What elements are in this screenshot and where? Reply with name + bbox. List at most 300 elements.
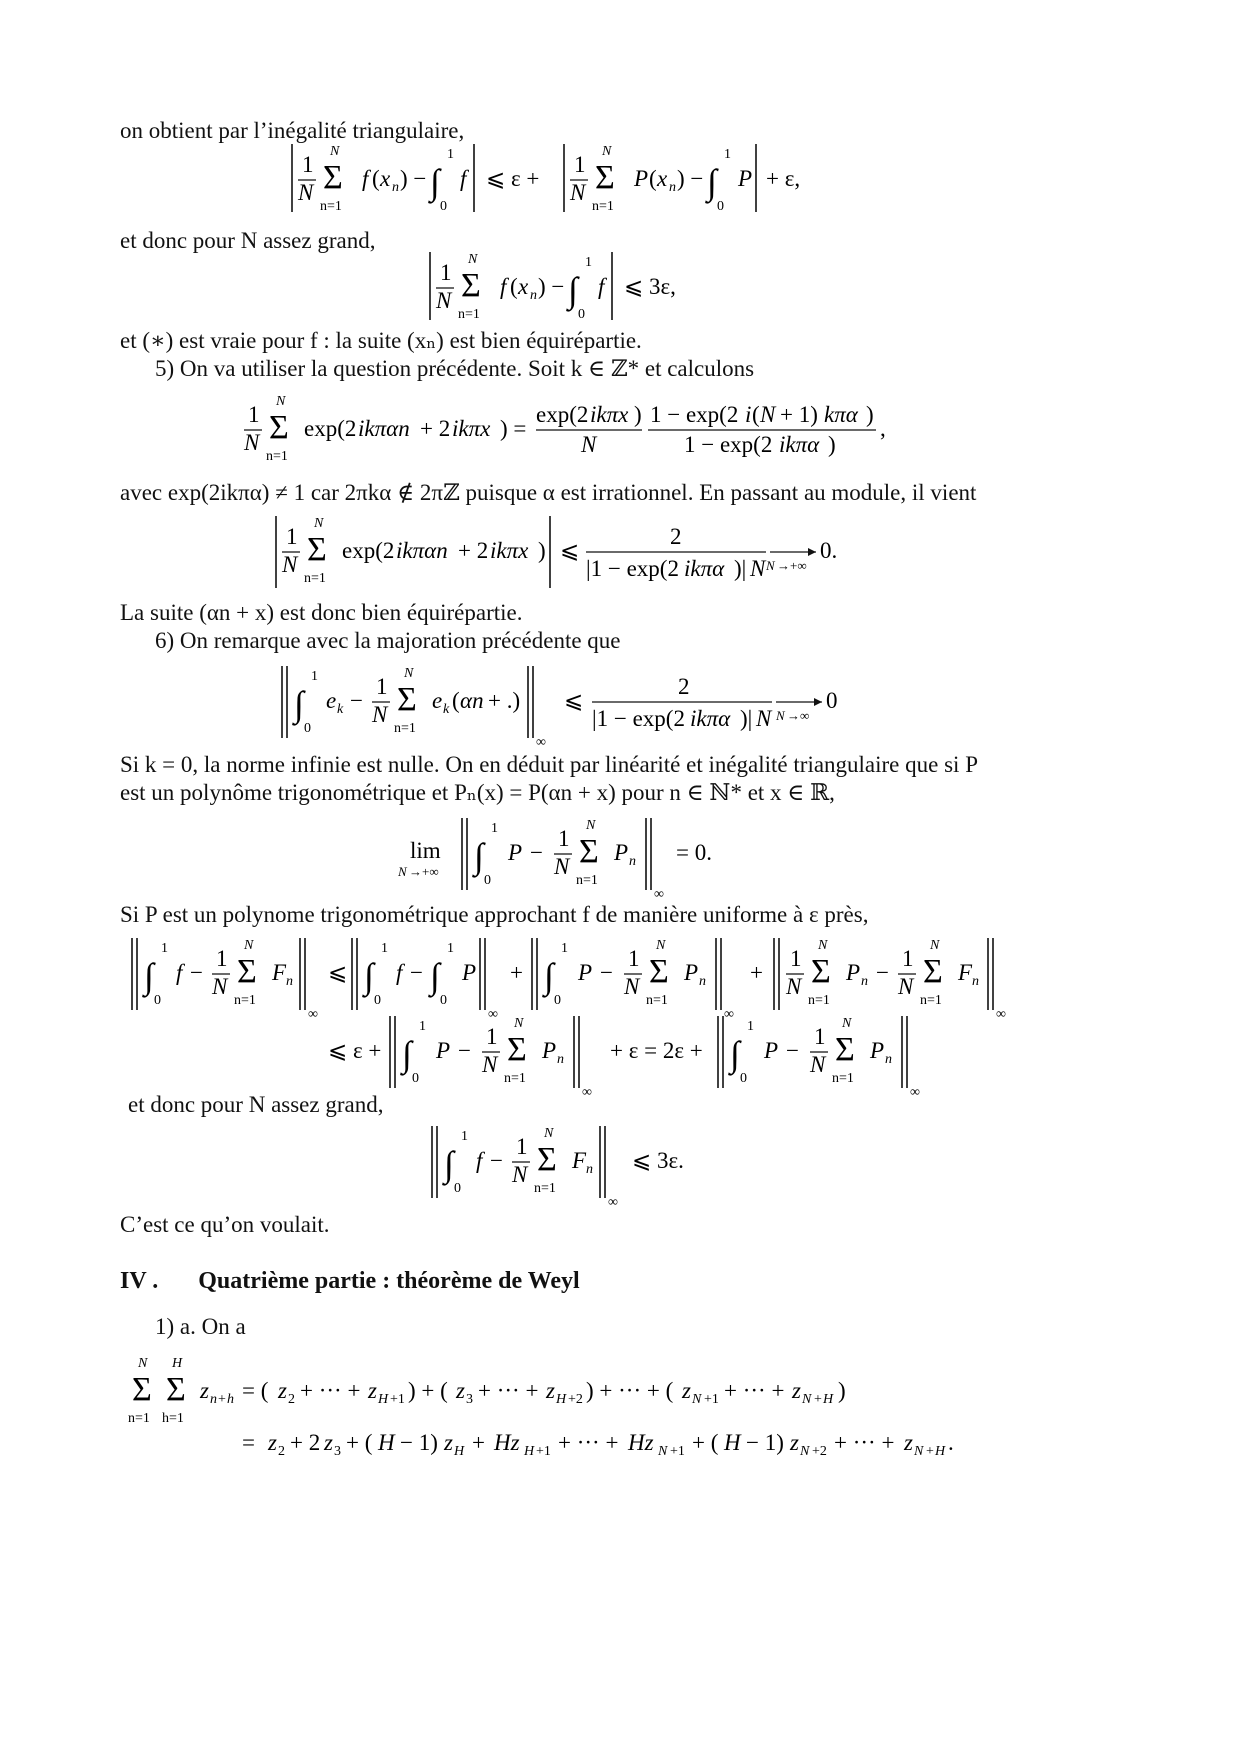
svg-text:1: 1 bbox=[790, 946, 802, 971]
svg-text:N: N bbox=[766, 558, 775, 573]
svg-text:): ) bbox=[838, 1378, 846, 1403]
svg-text:⩽: ⩽ bbox=[564, 688, 584, 713]
svg-text:Σ: Σ bbox=[461, 267, 481, 304]
svg-text:1: 1 bbox=[447, 941, 454, 956]
svg-text:+ ··· +: + ··· + bbox=[834, 1430, 895, 1455]
svg-text:1: 1 bbox=[628, 946, 640, 971]
section-heading bbox=[120, 1268, 580, 1295]
section-title: Quatrième partie : théorème de Weyl bbox=[198, 1268, 580, 1294]
svg-text:1: 1 bbox=[724, 147, 731, 162]
svg-text:N: N bbox=[554, 854, 570, 879]
svg-text:N: N bbox=[276, 394, 286, 409]
svg-text:P: P bbox=[508, 840, 523, 865]
svg-text:+ 2: + 2 bbox=[290, 1430, 321, 1455]
svg-text:→∞: →∞ bbox=[787, 708, 810, 723]
svg-text:+1: +1 bbox=[536, 1444, 551, 1459]
svg-text:N: N bbox=[658, 1444, 668, 1459]
svg-text:P: P bbox=[738, 166, 753, 191]
svg-text:1: 1 bbox=[516, 1134, 528, 1159]
svg-text:N: N bbox=[138, 1356, 148, 1371]
svg-text:Σ: Σ bbox=[132, 1371, 152, 1408]
svg-text:0: 0 bbox=[440, 993, 447, 1008]
svg-text:−: − bbox=[490, 1148, 503, 1173]
equation-modulus-bound bbox=[272, 510, 892, 594]
svg-text:ikπα: ikπα bbox=[684, 556, 725, 581]
svg-text:): ) bbox=[866, 402, 874, 427]
svg-text:n: n bbox=[586, 1162, 593, 1177]
svg-text:−: − bbox=[458, 1038, 471, 1063]
svg-text:⩽ 3ε.: ⩽ 3ε. bbox=[632, 1148, 684, 1173]
svg-text:P: P bbox=[870, 1038, 885, 1063]
svg-text:z: z bbox=[904, 1430, 913, 1455]
svg-text:N: N bbox=[570, 180, 586, 205]
svg-text:N: N bbox=[800, 1444, 810, 1459]
svg-text:N: N bbox=[818, 938, 828, 953]
svg-text:Σ: Σ bbox=[269, 409, 289, 446]
svg-text:n: n bbox=[629, 854, 636, 869]
svg-text:+ 2: + 2 bbox=[420, 416, 451, 441]
svg-text:f: f bbox=[476, 1148, 483, 1173]
paragraph-text: C’est ce qu’on voulait. bbox=[120, 1212, 330, 1237]
svg-text:f: f bbox=[396, 960, 403, 985]
svg-text:z: z bbox=[682, 1378, 691, 1403]
svg-text:0: 0 bbox=[374, 993, 381, 1008]
equation-limit bbox=[398, 812, 758, 904]
svg-text:z: z bbox=[444, 1430, 453, 1455]
svg-text:exp(2: exp(2 bbox=[342, 538, 395, 563]
svg-text:⩽ ε +: ⩽ ε + bbox=[486, 166, 540, 191]
svg-text:∞: ∞ bbox=[582, 1085, 592, 1100]
svg-text:n=1: n=1 bbox=[128, 1411, 150, 1426]
svg-text:n=1: n=1 bbox=[832, 1071, 854, 1086]
svg-text:|1 − exp(2: |1 − exp(2 bbox=[586, 556, 679, 581]
svg-text:∫: ∫ bbox=[444, 1144, 454, 1184]
paragraph-text: avec exp(2ikπα) ≠ 1 car 2πkα ∉ 2πℤ puisque α est irrationnel. En passant au module, il vient bbox=[120, 480, 977, 505]
svg-text:H: H bbox=[724, 1430, 741, 1455]
svg-text:∫: ∫ bbox=[544, 956, 554, 996]
svg-text:Σ: Σ bbox=[397, 681, 417, 718]
svg-text:∫: ∫ bbox=[568, 270, 578, 310]
svg-text:1: 1 bbox=[814, 1024, 826, 1049]
svg-text:n: n bbox=[286, 974, 293, 989]
svg-text:N: N bbox=[398, 864, 407, 879]
svg-text:): ) bbox=[634, 402, 642, 427]
svg-text:−: − bbox=[530, 840, 543, 865]
svg-text:ikπαn: ikπαn bbox=[396, 538, 448, 563]
svg-text:Σ: Σ bbox=[835, 1031, 855, 1068]
svg-text:N: N bbox=[776, 708, 785, 723]
svg-text:P: P bbox=[684, 960, 699, 985]
svg-text:0: 0 bbox=[717, 199, 724, 214]
svg-text:−: − bbox=[190, 960, 203, 985]
svg-text:∞: ∞ bbox=[536, 735, 546, 750]
svg-text:z: z bbox=[456, 1378, 465, 1403]
svg-text:(: ( bbox=[372, 166, 380, 191]
svg-text:⩽: ⩽ bbox=[328, 960, 348, 985]
svg-text:H: H bbox=[172, 1356, 183, 1371]
svg-text:3: 3 bbox=[334, 1444, 341, 1459]
equation-triangle-inequality bbox=[280, 138, 840, 218]
svg-text:)|: )| bbox=[740, 706, 753, 731]
svg-text:n: n bbox=[557, 1052, 564, 1067]
equation-geometric-sum bbox=[238, 388, 998, 468]
svg-text:∫: ∫ bbox=[707, 162, 717, 202]
svg-text:N: N bbox=[930, 938, 940, 953]
svg-text:+ .): + .) bbox=[488, 688, 521, 713]
svg-text:N: N bbox=[656, 938, 666, 953]
svg-text:Σ: Σ bbox=[579, 833, 599, 870]
svg-text:lim: lim bbox=[410, 838, 441, 863]
svg-text:z: z bbox=[324, 1430, 333, 1455]
svg-text:1 − exp(2: 1 − exp(2 bbox=[650, 402, 739, 427]
svg-text:∞: ∞ bbox=[488, 1007, 498, 1022]
svg-text:Σ: Σ bbox=[923, 953, 943, 990]
svg-text:Hz: Hz bbox=[628, 1430, 654, 1455]
svg-text:1: 1 bbox=[558, 826, 570, 851]
svg-text:n=1: n=1 bbox=[504, 1071, 526, 1086]
svg-text:= (: = ( bbox=[242, 1378, 269, 1403]
svg-text:∞: ∞ bbox=[996, 1007, 1006, 1022]
svg-text:+2: +2 bbox=[812, 1444, 827, 1459]
svg-text:n=1: n=1 bbox=[320, 199, 342, 214]
svg-text:N: N bbox=[244, 938, 254, 953]
svg-text:2: 2 bbox=[278, 1444, 285, 1459]
svg-text:−: − bbox=[350, 688, 363, 713]
svg-text:1: 1 bbox=[302, 152, 314, 177]
paragraph-text: et donc pour N assez grand, bbox=[120, 228, 376, 253]
svg-text:⩽ 3ε,: ⩽ 3ε, bbox=[624, 274, 676, 299]
svg-text:∫: ∫ bbox=[294, 684, 304, 724]
svg-text:− 1): − 1) bbox=[746, 1430, 784, 1455]
svg-text:∫: ∫ bbox=[730, 1034, 740, 1074]
svg-text:= 0.: = 0. bbox=[676, 840, 712, 865]
svg-text:h=1: h=1 bbox=[162, 1411, 184, 1426]
svg-text:z: z bbox=[268, 1430, 277, 1455]
svg-text:H: H bbox=[556, 1392, 567, 1407]
svg-text:N: N bbox=[692, 1392, 702, 1407]
svg-text:∫: ∫ bbox=[430, 162, 440, 202]
svg-text:exp(2: exp(2 bbox=[536, 402, 589, 427]
svg-text:e: e bbox=[326, 688, 337, 713]
paragraph-text: Si k = 0, la norme infinie est nulle. On en déduit par linéarité et inégalité triangulaire que si P bbox=[120, 752, 978, 777]
svg-text:,: , bbox=[880, 416, 886, 441]
svg-text:1: 1 bbox=[585, 255, 592, 270]
svg-text:z: z bbox=[546, 1378, 555, 1403]
svg-text:n: n bbox=[530, 288, 537, 303]
svg-text:Σ: Σ bbox=[507, 1031, 527, 1068]
svg-text:P: P bbox=[846, 960, 861, 985]
svg-text:Σ: Σ bbox=[595, 159, 615, 196]
svg-text:) −: ) − bbox=[677, 166, 704, 191]
svg-text:+: + bbox=[926, 1444, 934, 1459]
svg-text:)|: )| bbox=[734, 556, 747, 581]
svg-text:z: z bbox=[278, 1378, 287, 1403]
svg-text:N: N bbox=[581, 432, 597, 457]
svg-text:P: P bbox=[462, 960, 477, 985]
equation-bound-3eps bbox=[418, 246, 718, 326]
svg-text:∞: ∞ bbox=[608, 1195, 618, 1210]
svg-text:1: 1 bbox=[248, 402, 260, 427]
svg-text:3: 3 bbox=[466, 1392, 473, 1407]
svg-text:0: 0 bbox=[484, 873, 491, 888]
svg-text:h: h bbox=[227, 1392, 234, 1407]
svg-text:1: 1 bbox=[381, 941, 388, 956]
svg-text:N: N bbox=[372, 702, 388, 727]
svg-text:Σ: Σ bbox=[237, 953, 257, 990]
svg-text:P: P bbox=[578, 960, 593, 985]
paragraph-text: 6) On remarque avec la majoration précédente que bbox=[155, 628, 621, 653]
paragraph-text: et (∗) est vraie pour f : la suite (xₙ) est bien équirépartie. bbox=[120, 328, 642, 353]
svg-text:N: N bbox=[314, 516, 324, 531]
svg-text:N: N bbox=[586, 818, 596, 833]
svg-text:n=1: n=1 bbox=[576, 873, 598, 888]
paragraph-text: La suite (αn + x) est donc bien équirépartie. bbox=[120, 600, 523, 625]
svg-text:1: 1 bbox=[486, 1024, 498, 1049]
svg-text:∫: ∫ bbox=[430, 956, 440, 996]
svg-text:N: N bbox=[544, 1126, 554, 1141]
svg-text:0: 0 bbox=[826, 688, 838, 713]
svg-text:f: f bbox=[598, 274, 605, 299]
svg-text:+: + bbox=[814, 1392, 822, 1407]
svg-text:N: N bbox=[602, 144, 612, 159]
svg-text:+ ··· +: + ··· + bbox=[478, 1378, 539, 1403]
svg-text:1: 1 bbox=[461, 1129, 468, 1144]
svg-text:N: N bbox=[842, 1016, 852, 1031]
svg-text:+: + bbox=[472, 1430, 485, 1455]
svg-text:1: 1 bbox=[216, 946, 228, 971]
svg-text:+ ··· +: + ··· + bbox=[300, 1378, 361, 1403]
svg-text:x: x bbox=[657, 166, 668, 191]
svg-text:∫: ∫ bbox=[402, 1034, 412, 1074]
svg-text:1: 1 bbox=[161, 941, 168, 956]
svg-text:n: n bbox=[669, 180, 676, 195]
svg-text:0: 0 bbox=[740, 1071, 747, 1086]
svg-text:f: f bbox=[500, 274, 507, 299]
svg-text:→+∞: →+∞ bbox=[409, 864, 439, 879]
svg-text:ikπαn: ikπαn bbox=[358, 416, 410, 441]
svg-text:1: 1 bbox=[574, 152, 586, 177]
svg-text:N: N bbox=[756, 706, 772, 731]
svg-text:1: 1 bbox=[902, 946, 914, 971]
svg-text:0: 0 bbox=[454, 1181, 461, 1196]
svg-text:) =: ) = bbox=[500, 416, 527, 441]
svg-text:): ) bbox=[538, 538, 546, 563]
svg-text:1: 1 bbox=[491, 821, 498, 836]
svg-text:=: = bbox=[242, 1430, 255, 1455]
svg-text:n=1: n=1 bbox=[592, 199, 614, 214]
svg-text:) + ··· + (: ) + ··· + ( bbox=[586, 1378, 674, 1403]
svg-text:N: N bbox=[760, 402, 776, 427]
svg-text:+ 1): + 1) bbox=[780, 402, 818, 427]
svg-text:n=1: n=1 bbox=[646, 993, 668, 1008]
svg-text:.: . bbox=[948, 1430, 954, 1455]
svg-text:N: N bbox=[802, 1392, 812, 1407]
svg-text:ikπα: ikπα bbox=[779, 432, 820, 457]
svg-text:N: N bbox=[482, 1052, 498, 1077]
svg-text:x: x bbox=[518, 274, 529, 299]
equation-double-sum-line2 bbox=[242, 1420, 1122, 1470]
svg-text:+1: +1 bbox=[704, 1392, 719, 1407]
svg-text:0: 0 bbox=[154, 993, 161, 1008]
equation-norm-bound-ek bbox=[278, 660, 898, 752]
svg-text:N: N bbox=[750, 556, 766, 581]
svg-text:1: 1 bbox=[419, 1019, 426, 1034]
svg-text:F: F bbox=[958, 960, 973, 985]
svg-text:+ ε = 2ε +: + ε = 2ε + bbox=[610, 1038, 703, 1063]
svg-text:N: N bbox=[786, 974, 802, 999]
svg-text:N: N bbox=[512, 1162, 528, 1187]
svg-text:+ (: + ( bbox=[692, 1430, 719, 1455]
svg-text:+ 2: + 2 bbox=[458, 538, 489, 563]
svg-text:1 − exp(2: 1 − exp(2 bbox=[684, 432, 773, 457]
svg-text:ikπx: ikπx bbox=[452, 416, 491, 441]
svg-text:⩽ ε +: ⩽ ε + bbox=[328, 1038, 382, 1063]
svg-text:F: F bbox=[272, 960, 287, 985]
svg-text:) −: ) − bbox=[400, 166, 427, 191]
section-number: IV . bbox=[120, 1268, 159, 1294]
svg-text:n=1: n=1 bbox=[234, 993, 256, 1008]
svg-text:Σ: Σ bbox=[811, 953, 831, 990]
svg-text:N: N bbox=[330, 144, 340, 159]
svg-text:Σ: Σ bbox=[307, 531, 327, 568]
equation-double-sum-line1 bbox=[128, 1350, 1028, 1430]
svg-text:H: H bbox=[378, 1430, 395, 1455]
svg-text:∫: ∫ bbox=[144, 956, 154, 996]
svg-text:) −: ) − bbox=[538, 274, 565, 299]
svg-text:Hz: Hz bbox=[494, 1430, 520, 1455]
svg-text:Σ: Σ bbox=[537, 1141, 557, 1178]
svg-text:n=1: n=1 bbox=[920, 993, 942, 1008]
svg-text:n: n bbox=[972, 974, 979, 989]
paragraph-text: est un polynôme trigonométrique et Pₙ(x) = P(αn + x) pour n ∈ ℕ* et x ∈ ℝ, bbox=[120, 780, 835, 805]
svg-text:H: H bbox=[823, 1392, 834, 1407]
svg-text:N: N bbox=[810, 1052, 826, 1077]
svg-text:) + (: ) + ( bbox=[408, 1378, 448, 1403]
svg-text:∫: ∫ bbox=[364, 956, 374, 996]
svg-text:N: N bbox=[514, 1016, 524, 1031]
paragraph-text: 5) On va utiliser la question précédente. Soit k ∈ ℤ* et calculons bbox=[155, 356, 755, 381]
svg-text:0: 0 bbox=[304, 721, 311, 736]
svg-text:n=1: n=1 bbox=[266, 449, 288, 464]
svg-text:+ ··· +: + ··· + bbox=[724, 1378, 785, 1403]
svg-text:n=1: n=1 bbox=[304, 571, 326, 586]
svg-text:2: 2 bbox=[670, 524, 682, 549]
svg-text:n: n bbox=[210, 1392, 217, 1407]
svg-text:z: z bbox=[792, 1378, 801, 1403]
svg-text:P: P bbox=[542, 1038, 557, 1063]
svg-text:(: ( bbox=[452, 688, 460, 713]
svg-text:0: 0 bbox=[578, 307, 585, 322]
svg-text:H: H bbox=[935, 1444, 946, 1459]
equation-approximation-chain-line2 bbox=[328, 1010, 968, 1102]
svg-text:n: n bbox=[392, 180, 399, 195]
svg-text:−: − bbox=[410, 960, 423, 985]
svg-text:f: f bbox=[362, 166, 369, 191]
svg-text:n: n bbox=[861, 974, 868, 989]
svg-text:1: 1 bbox=[561, 941, 568, 956]
paragraph-text: 1) a. On a bbox=[155, 1314, 246, 1339]
svg-text:1: 1 bbox=[311, 669, 318, 684]
svg-text:0: 0 bbox=[412, 1071, 419, 1086]
svg-text:N: N bbox=[282, 552, 298, 577]
svg-text:P: P bbox=[436, 1038, 451, 1063]
svg-text:−: − bbox=[786, 1038, 799, 1063]
svg-text:N: N bbox=[244, 430, 260, 455]
svg-text:F: F bbox=[572, 1148, 587, 1173]
svg-text:2: 2 bbox=[678, 674, 690, 699]
svg-text:+: + bbox=[510, 960, 523, 985]
svg-text:x: x bbox=[380, 166, 391, 191]
svg-text:∫: ∫ bbox=[474, 836, 484, 876]
svg-text:+2: +2 bbox=[568, 1392, 583, 1407]
svg-text:+1: +1 bbox=[670, 1444, 685, 1459]
equation-final-bound bbox=[428, 1120, 748, 1212]
svg-text:z: z bbox=[368, 1378, 377, 1403]
svg-text:∞: ∞ bbox=[724, 1007, 734, 1022]
svg-text:1: 1 bbox=[286, 524, 298, 549]
svg-text:(: ( bbox=[510, 274, 518, 299]
svg-text:n: n bbox=[699, 974, 706, 989]
svg-text:f: f bbox=[460, 166, 467, 191]
svg-text:0: 0 bbox=[440, 199, 447, 214]
svg-text:⩽: ⩽ bbox=[560, 538, 580, 563]
svg-text:): ) bbox=[828, 432, 836, 457]
svg-text:−: − bbox=[600, 960, 613, 985]
paragraph-text: on obtient par l’inégalité triangulaire, bbox=[120, 118, 465, 143]
svg-text:→+∞: →+∞ bbox=[777, 558, 807, 573]
svg-text:2: 2 bbox=[288, 1392, 295, 1407]
svg-text:αn: αn bbox=[460, 688, 484, 713]
svg-text:(: ( bbox=[752, 402, 760, 427]
svg-text:− 1): − 1) bbox=[400, 1430, 438, 1455]
svg-text:N: N bbox=[212, 974, 228, 999]
svg-text:P: P bbox=[614, 840, 629, 865]
svg-text:∞: ∞ bbox=[910, 1085, 920, 1100]
svg-text:N: N bbox=[298, 180, 314, 205]
svg-text:∞: ∞ bbox=[654, 887, 664, 902]
svg-text:H: H bbox=[454, 1444, 465, 1459]
svg-text:0: 0 bbox=[554, 993, 561, 1008]
svg-text:+ ε,: + ε, bbox=[766, 166, 801, 191]
svg-text:0.: 0. bbox=[820, 538, 838, 563]
svg-text:+ ··· +: + ··· + bbox=[558, 1430, 619, 1455]
svg-text:i: i bbox=[745, 402, 752, 427]
svg-text:ikπx: ikπx bbox=[490, 538, 529, 563]
svg-text:N: N bbox=[898, 974, 914, 999]
svg-text:H: H bbox=[378, 1392, 389, 1407]
svg-text:1: 1 bbox=[747, 1019, 754, 1034]
svg-text:z: z bbox=[790, 1430, 799, 1455]
svg-text:Σ: Σ bbox=[166, 1371, 186, 1408]
svg-text:+: + bbox=[218, 1392, 226, 1407]
svg-text:N: N bbox=[404, 666, 414, 681]
paragraph-text: Si P est un polynome trigonométrique approchant f de manière uniforme à ε près, bbox=[120, 902, 869, 927]
svg-text:Σ: Σ bbox=[323, 159, 343, 196]
svg-text:n=1: n=1 bbox=[394, 721, 416, 736]
svg-text:ikπx: ikπx bbox=[590, 402, 629, 427]
svg-text:k: k bbox=[337, 702, 344, 717]
svg-text:−: − bbox=[876, 960, 889, 985]
svg-text:n: n bbox=[885, 1052, 892, 1067]
svg-text:Σ: Σ bbox=[649, 953, 669, 990]
svg-text:n=1: n=1 bbox=[534, 1181, 556, 1196]
svg-text:N: N bbox=[624, 974, 640, 999]
svg-text:H: H bbox=[524, 1444, 535, 1459]
svg-text:∞: ∞ bbox=[308, 1007, 318, 1022]
svg-text:N: N bbox=[914, 1444, 924, 1459]
svg-text:1: 1 bbox=[447, 147, 454, 162]
svg-text:N: N bbox=[468, 252, 478, 267]
